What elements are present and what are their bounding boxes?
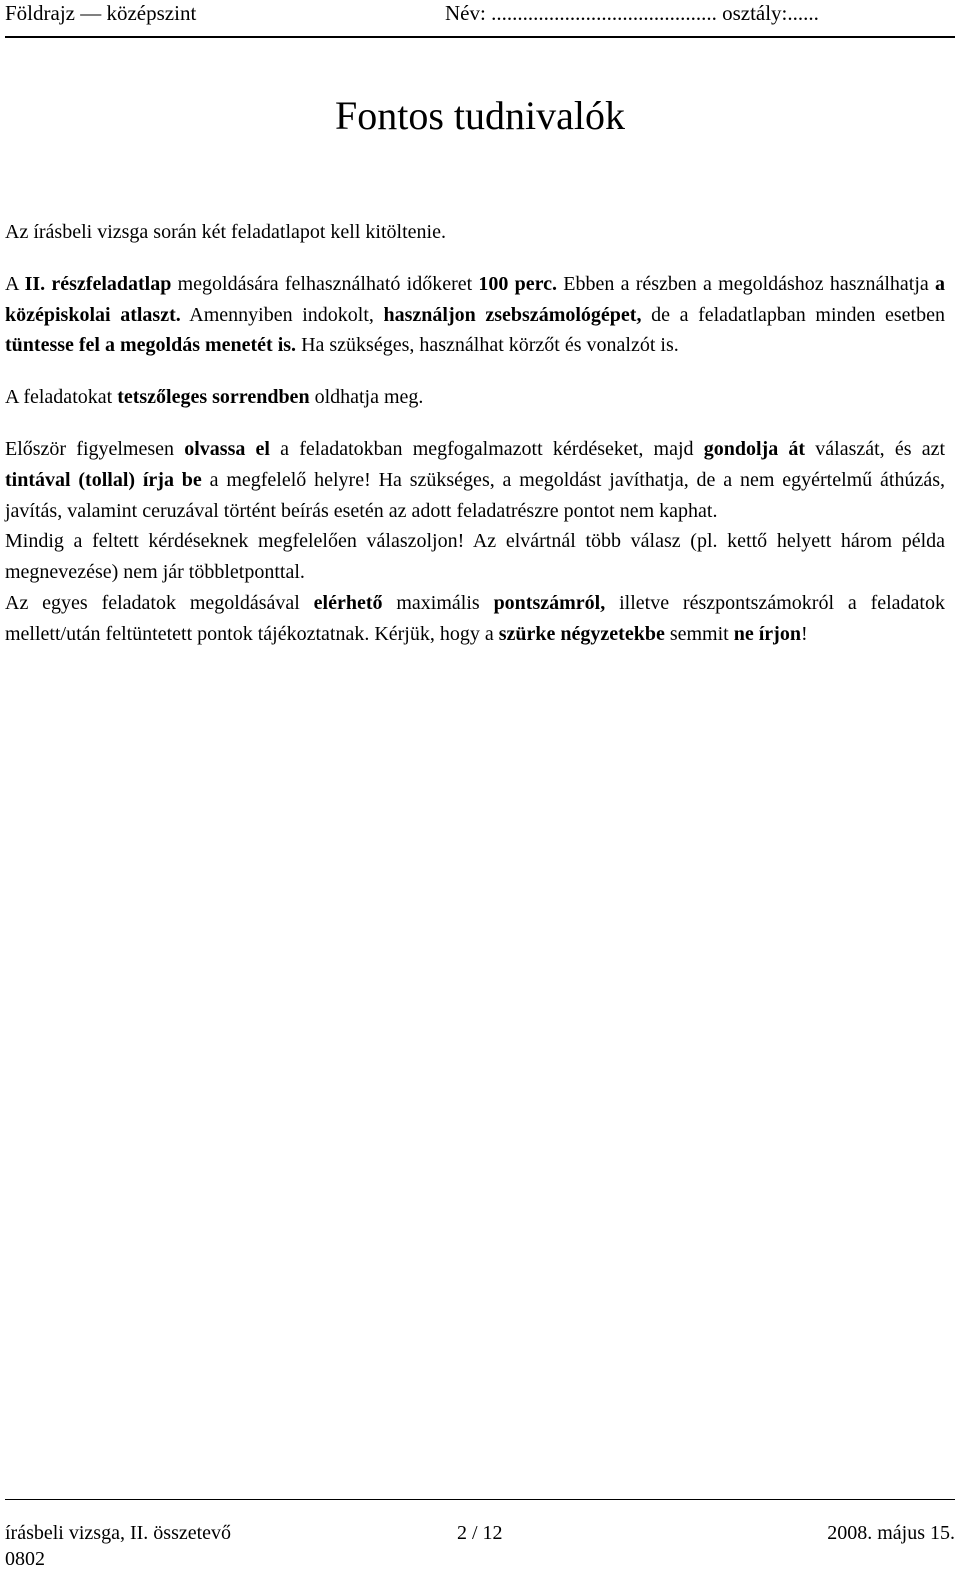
page-title: Fontos tudnivalók bbox=[334, 93, 626, 138]
text-run: A bbox=[5, 272, 25, 295]
text-run: megoldására felhasználható időkeret bbox=[171, 272, 479, 295]
bold-run: pontszámról, bbox=[493, 591, 606, 614]
bold-run: tüntesse fel a megoldás menetét is. bbox=[5, 334, 297, 357]
bold-run: használjon zsebszámológépet, bbox=[383, 303, 642, 326]
paragraph-order bbox=[5, 382, 945, 413]
text-run: maximális bbox=[382, 591, 494, 614]
text-run: Ebben a részben a megoldáshoz használhatja bbox=[557, 272, 935, 295]
page-header bbox=[5, 0, 955, 38]
text-run: oldhatja meg. bbox=[309, 386, 424, 409]
footer-page-number: 2 / 12 bbox=[457, 1522, 503, 1544]
text-run: ! bbox=[800, 622, 808, 645]
bold-run: olvassa el bbox=[184, 437, 270, 460]
bold-run: ne írjon bbox=[733, 622, 801, 645]
text-run: Először figyelmesen bbox=[5, 437, 185, 460]
text-run: a megfelelő helyre! Ha szükséges, a megoldást javíthatja, de a nem egyértelmű áthúzás, javítás, valamint ceruzával történt beírás esetén az adott feladatrészre pontot nem kaphat. bbox=[5, 468, 945, 522]
text-run: a feladatokban megfogalmazott kérdéseket, majd bbox=[269, 437, 704, 460]
header-subject: Földrajz — középszint bbox=[5, 1, 197, 25]
paragraph-points bbox=[5, 588, 945, 650]
paragraph-gap bbox=[5, 361, 945, 382]
bold-run: 100 perc. bbox=[478, 272, 558, 295]
footer-code: 0802 bbox=[5, 1548, 45, 1570]
bold-run: szürke négyzetekbe bbox=[498, 622, 665, 645]
paragraph-gap bbox=[5, 413, 945, 434]
bold-run: gondolja át bbox=[703, 437, 806, 460]
text-run: válaszát, és azt bbox=[805, 437, 946, 460]
paragraph-gap bbox=[5, 248, 945, 269]
paragraph-answers: Mindig a feltett kérdéseknek megfelelően válaszoljon! Az elvártnál több válasz (pl. kettő helyett három példa megnevezése) nem jár többletponttal. bbox=[5, 530, 945, 584]
paragraph-reading bbox=[5, 434, 945, 526]
bold-run: a középiskolai atlaszt. bbox=[5, 272, 945, 326]
footer-exam-part: írásbeli vizsga, II. összetevő bbox=[5, 1522, 232, 1544]
footer-date: 2008. május 15. bbox=[827, 1522, 955, 1544]
bold-run: tintával (tollal) írja be bbox=[5, 468, 202, 491]
bold-run: elérhető bbox=[313, 591, 383, 614]
bold-run: tetszőleges sorrendben bbox=[117, 386, 310, 409]
text-run: semmit bbox=[664, 622, 734, 645]
page-footer bbox=[5, 1499, 955, 1570]
text-run: de a feladatlapban minden esetben bbox=[641, 303, 945, 326]
text-run: Ha szükséges, használhat körzőt és vonalzót is. bbox=[296, 334, 679, 357]
text-run: Amennyiben indokolt, bbox=[180, 303, 384, 326]
instructions-body bbox=[5, 217, 945, 650]
paragraph-two-sheets: Az írásbeli vizsga során két feladatlapot kell kitöltenie. bbox=[5, 221, 446, 243]
header-name-class: Név: ........................................... osztály:...... bbox=[445, 1, 819, 25]
text-run: Az egyes feladatok megoldásával bbox=[5, 591, 314, 614]
text-run: A feladatokat bbox=[5, 386, 118, 409]
text-run: illetve részpontszámokról a feladatok mellett/után feltüntetett pontok tájékoztatnak. Kérjük, hogy a bbox=[5, 591, 945, 645]
paragraph-time-limit bbox=[5, 269, 945, 361]
bold-run: II. részfeladatlap bbox=[24, 272, 172, 295]
